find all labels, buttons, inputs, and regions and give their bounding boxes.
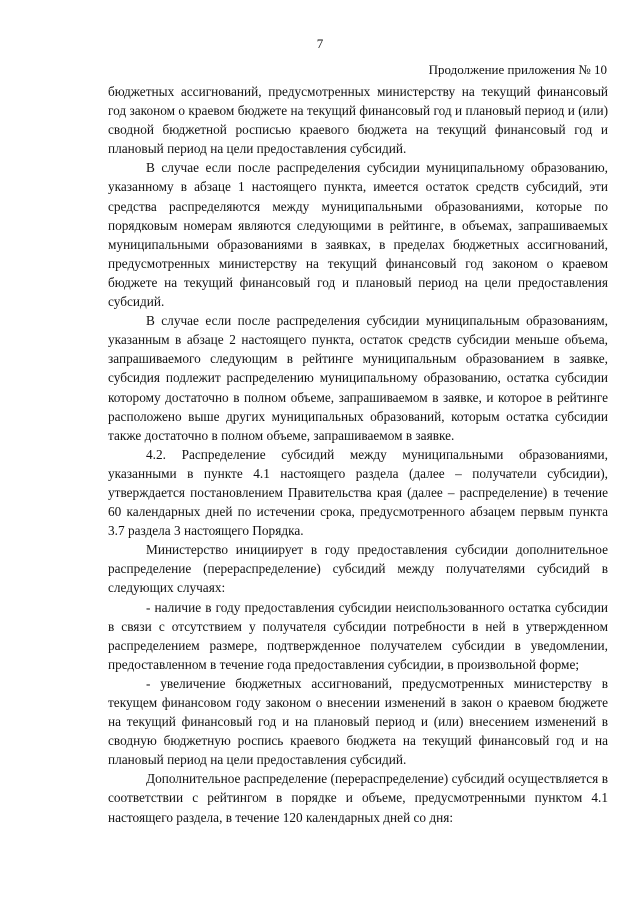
paragraph-insufficient-remainder: В случае если после распределения субсидии муниципальным образованиям, указанным в абзаце 2 настоящего пункта, остаток средств субсидии меньше объема, запрашиваемого следующим в рейтинге муниципальным образованием в заявке, субсидия подлежит распределению муниципальному образованию, остатка субсидии которому достаточно в полном объеме, запрашиваемом в заявке, и которое в рейтинге расположено выше других муниципальных образований, которым остатка субсидии также достаточно в полном объеме, запрашиваемом в заявке. [108, 313, 608, 443]
appendix-continuation-note: Продолжение приложения № 10 [428, 62, 607, 77]
paragraph-budget-allocations: бюджетных ассигнований, предусмотренных министерству на текущий финансовый год законом о краевом бюджете на текущий финансовый год и плановый период и (или) сводной бюджетной росписью краевого бюджета на текущий финансовый год и плановый период на цели предоставления субсидий. [108, 84, 608, 157]
paragraph-redistribution-terms: Дополнительное распределение (перераспределение) субсидий осуществляется в соответствии с рейтингом в порядке и объеме, предусмотренными пунктом 4.1 настоящего раздела, в течение 120 календарных дней со дня: [108, 771, 608, 825]
paragraph-section-4-2: 4.2. Распределение субсидий между муниципальными образованиями, указанными в пункте 4.1 настоящего раздела (далее – получатели субсидии), утверждается постановлением Правительства края (далее – распределение) в течение 60 календарных дней по истечении срока, предусмотренного абзацем первым пункта 3.7 раздела 3 настоящего Порядка. [108, 446, 608, 539]
paragraph-redistribution-initiation: Министерство инициирует в году предоставления субсидии дополнительное распределение (перераспределение) субсидий между получателями субсидий в следующих случаях: [108, 542, 608, 596]
document-body [108, 82, 608, 827]
list-item-unused-remainder: - наличие в году предоставления субсидии неиспользованного остатка субсидии в связи с отсутствием у получателя субсидии потребности в ней в утвержденном распределением размере, подтвержденное получателем субсидии в уведомлении, предоставленном в течение года предоставления субсидии, в произвольной форме; [108, 599, 608, 672]
paragraph-remaining-funds-distribution: В случае если после распределения субсидии муниципальному образованию, указанному в абзаце 1 настоящего пункта, имеется остаток средств субсидий, эти средства распределяются между муниципальными образованиями, которые по порядковым номерам являются следующими в рейтинге, в объемах, запрашиваемых муниципальными образованиями в заявках, в пределах бюджетных ассигнований, предусмотренных министерству на текущий финансовый год законом о краевом бюджете на текущий финансовый год и плановый период на цели предоставления субсидий. [108, 160, 608, 310]
page-number: 7 [316, 36, 324, 51]
list-item-budget-increase: - увеличение бюджетных ассигнований, предусмотренных министерству в текущем финансовом году законом о внесении изменений в закон о краевом бюджете на текущий финансовый год и на плановый период и (или) внесением изменений в сводную бюджетную роспись краевого бюджета на текущий финансовый год и на плановый период на цели предоставления субсидий. [108, 675, 608, 768]
